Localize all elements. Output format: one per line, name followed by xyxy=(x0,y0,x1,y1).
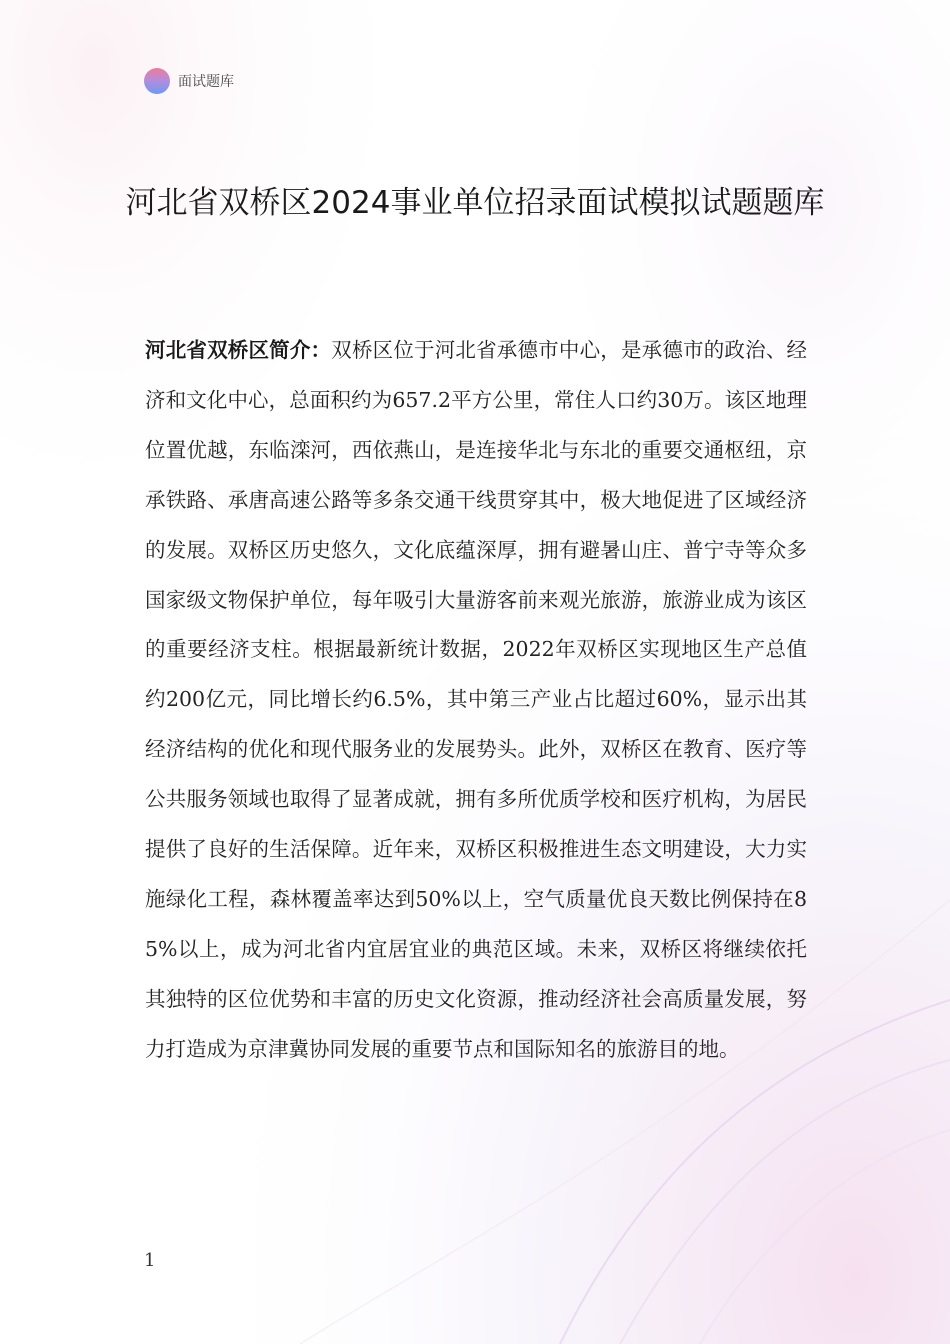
header-label: 面试题库 xyxy=(178,74,234,90)
intro-lead: 河北省双桥区简介： xyxy=(145,338,332,362)
document-title: 河北省双桥区2024事业单位招录面试模拟试题题库 xyxy=(125,185,825,221)
page-header xyxy=(144,68,234,94)
intro-paragraph xyxy=(145,326,807,1075)
page-number: 1 xyxy=(144,1250,156,1271)
intro-body: 双桥区位于河北省承德市中心，是承德市的政治、经济和文化中心，总面积约为657.2平方公里，常住人口约30万。该区地理位置优越，东临滦河，西依燕山，是连接华北与东北的重要交通枢纽，京承铁路、承唐高速公路等多条交通干线贯穿其中，极大地促进了区域经济的发展。双桥区历史悠久，文化底蕴深厚，拥有避暑山庄、普宁寺等众多国家级文物保护单位，每年吸引大量游客前来观光旅游，旅游业成为该区的重要经济支柱。根据最新统计数据，2022年双桥区实现地区生产总值约200亿元，同比增长约6.5%，其中第三产业占比超过60%，显示出其经济结构的优化和现代服务业的发展势头。此外，双桥区在教育、医疗等公共服务领域也取得了显著成就，拥有多所优质学校和医疗机构，为居民提供了良好的生活保障。近年来，双桥区积极推进生态文明建设，大力实施绿化工程，森林覆盖率达到50%以上，空气质量优良天数比例保持在85%以上，成为河北省内宜居宜业的典范区域。未来，双桥区将继续依托其独特的区位优势和丰富的历史文化资源，推动经济社会高质量发展，努力打造成为京津冀协同发展的重要节点和国际知名的旅游目的地。 xyxy=(145,338,808,1061)
logo-icon xyxy=(144,68,170,94)
